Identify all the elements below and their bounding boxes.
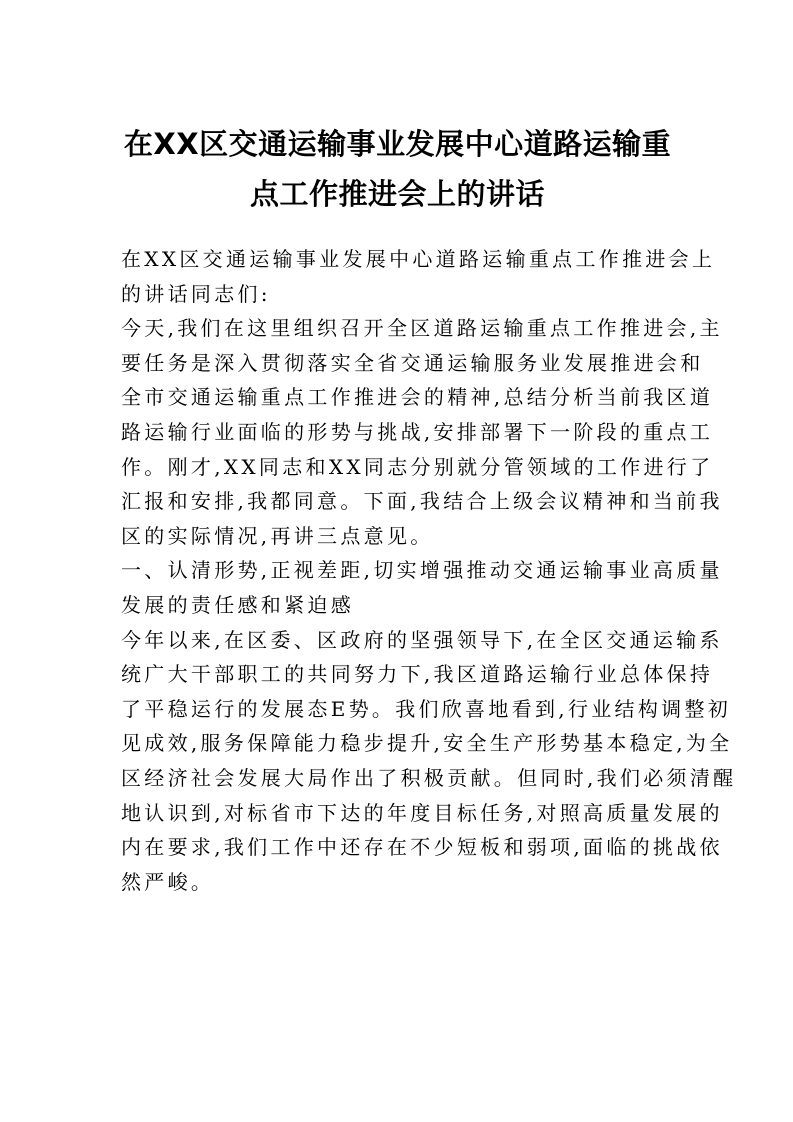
body-line: 要任务是深入贯彻落实全省交通运输服务业发展推进会和: [121, 350, 704, 375]
body-line: 然严峻。: [121, 869, 215, 894]
body-line: 作。刚才,XX同志和XX同志分别就分管领域的工作进行了: [121, 454, 714, 479]
body-line: 路运输行业面临的形势与挑战,安排部署下一阶段的重点工: [121, 419, 714, 444]
body-line: 汇报和安排,我都同意。下面,我结合上级会议精神和当前我: [121, 489, 723, 514]
title-line: 在XX区交通运输事业发展中心道路运输重: [123, 127, 672, 161]
body-line: 统广大干部职工的共同努力下,我区道路运输行业总体保持: [121, 662, 714, 687]
body-line: 今天,我们在这里组织召开全区道路运输重点工作推进会,主: [121, 316, 723, 341]
body-line: 的讲话同志们:: [121, 281, 271, 306]
body-line: 在XX区交通运输事业发展中心道路运输重点工作推进会上: [121, 247, 716, 271]
section-heading-line: 一、认清形势,正视差距,切实增强推动交通运输事业高质量: [121, 558, 723, 583]
body-line: 了平稳运行的发展态E势。我们欣喜地看到,行业结构调整初: [121, 696, 732, 721]
body-line: 地认识到,对标省市下达的年度目标任务,对照高质量发展的: [121, 800, 723, 825]
document-body: [121, 242, 737, 899]
body-line: 区的实际情况,再讲三点意见。: [121, 523, 434, 548]
body-line: 今年以来,在区委、区政府的坚强领导下,在全区交通运输系: [121, 627, 723, 652]
body-line: 见成效,服务保障能力稳步提升,安全生产形势基本稳定,为全: [121, 731, 733, 756]
title-line: 点工作推进会上的讲话: [249, 177, 545, 211]
document-title: [110, 119, 685, 219]
body-line: 内在要求,我们工作中还存在不少短板和弱项,面临的挑战依: [121, 835, 723, 860]
section-heading-line: 发展的责任感和紧迫感: [121, 592, 354, 617]
body-line: 全市交通运输重点工作推进会的精神,总结分析当前我区道: [121, 385, 714, 410]
body-line: 区经济社会发展大局作出了积极贡献。但同时,我们必须清醒: [121, 765, 737, 790]
